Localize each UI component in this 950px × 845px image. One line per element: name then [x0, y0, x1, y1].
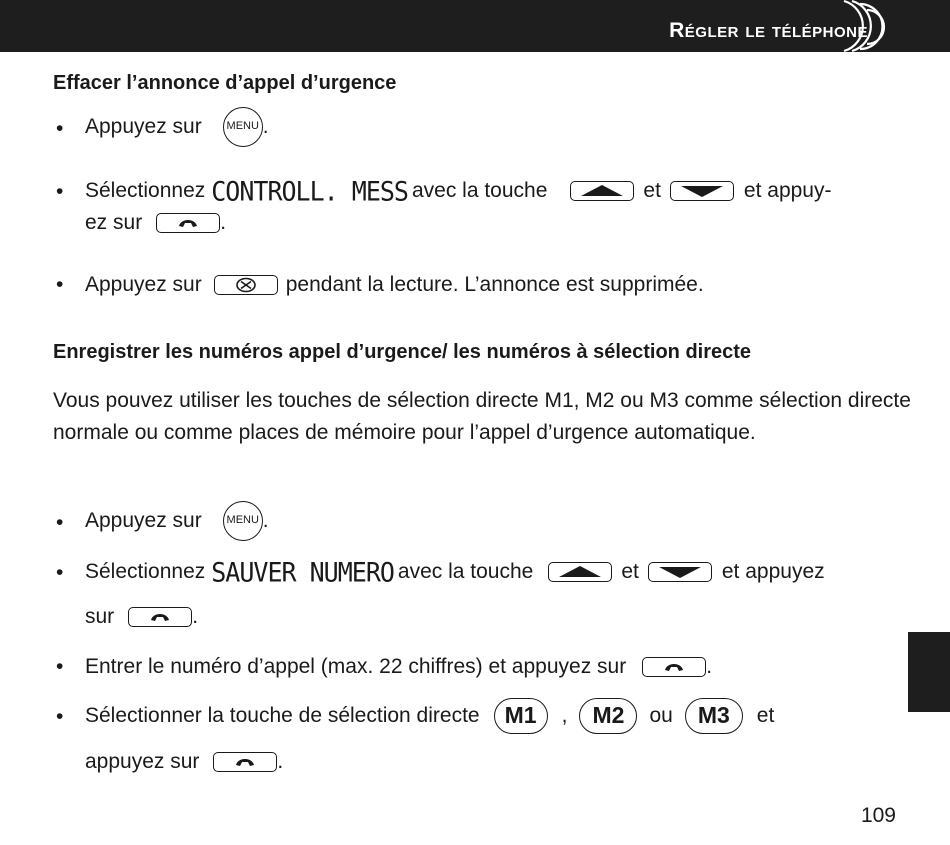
header-title: Régler le téléphone — [669, 19, 868, 42]
call-key-icon — [213, 752, 277, 772]
bullet: • — [56, 561, 64, 584]
step-line: Appuyez sur pendant la lecture. L’annonce est supprimée. — [85, 273, 704, 296]
m3-key-icon: M3 — [685, 698, 743, 734]
bullet: • — [56, 655, 64, 678]
bullet: • — [56, 511, 64, 534]
bullet: • — [56, 117, 64, 140]
menu-key-icon: MENU — [223, 107, 263, 147]
lcd-text: SAUVER NUMERO — [211, 556, 394, 588]
up-arrow-key-icon — [570, 181, 634, 201]
menu-key-icon: MENU — [223, 501, 263, 541]
step-line: Appuyez sur MENU . — [85, 106, 269, 148]
step-line: Appuyez sur MENU . — [85, 500, 269, 542]
step-line: Sélectionnez CONTROLL. MESS avec la touche et et appuy- — [85, 175, 832, 207]
call-key-icon — [156, 213, 220, 233]
header-rings-logo — [840, 0, 900, 60]
page-number: 109 — [860, 804, 896, 827]
lcd-text: CONTROLL. MESS — [211, 175, 408, 207]
step-line: Sélectionner la touche de sélection directe M1 , M2 ou M3 et — [85, 697, 774, 735]
chapter-tab — [908, 632, 950, 712]
down-arrow-key-icon — [648, 562, 712, 582]
section-heading-save-numbers: Enregistrer les numéros appel d’urgence/ les numéros à sélection directe — [53, 341, 752, 363]
intro-paragraph: Vous pouvez utiliser les touches de sélection directe M1, M2 ou M3 comme sélection directe normale ou comme places de mémoire pour l’appel d’urgence automatique. — [53, 389, 911, 444]
call-key-icon — [642, 657, 706, 677]
step-line-continued: appuyez sur . — [85, 750, 284, 773]
up-arrow-key-icon — [548, 562, 612, 582]
m2-key-icon: M2 — [579, 698, 637, 734]
step-line-continued: ez sur . — [85, 211, 227, 234]
m1-key-icon: M1 — [494, 698, 548, 734]
bullet: • — [56, 273, 64, 296]
step-line-continued: sur . — [85, 605, 199, 628]
bullet: • — [56, 705, 64, 728]
section-heading-delete-emergency: Effacer l’annonce d’appel d’urgence — [53, 72, 397, 94]
step-line: Entrer le numéro d’appel (max. 22 chiffres) et appuyez sur . — [85, 655, 713, 678]
call-key-icon — [128, 607, 192, 627]
bullet: • — [56, 180, 64, 203]
step-line: Sélectionnez SAUVER NUMERO avec la touche et et appuyez — [85, 556, 825, 588]
stop-key-icon — [214, 275, 278, 295]
down-arrow-key-icon — [670, 181, 734, 201]
